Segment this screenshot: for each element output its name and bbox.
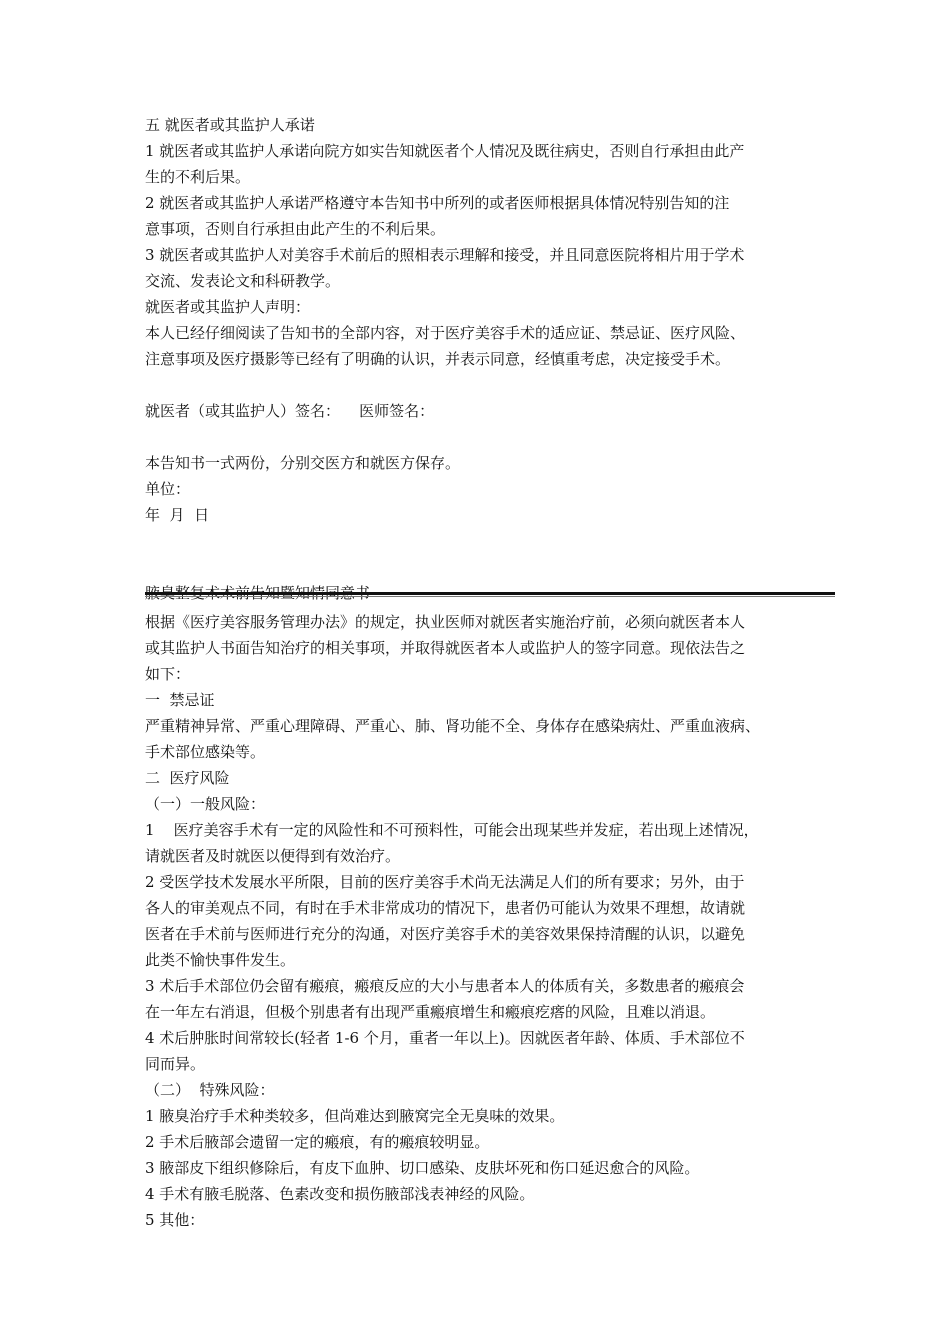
text-line: 4 术后肿胀时间常较长(轻者 1-6 个月，重者一年以上)。因就医者年龄、体质、手术部位不 bbox=[145, 1029, 745, 1047]
text-line: 医者在手术前与医师进行充分的沟通，对医疗美容手术的美容效果保持清醒的认识，以避免 bbox=[145, 925, 746, 943]
text-line: 严重精神异常、严重心理障碍、严重心、肺、肾功能不全、身体存在感染病灶、严重血液病、 bbox=[145, 717, 761, 735]
section-heading: 二 医疗风险 bbox=[145, 769, 230, 787]
spacer bbox=[145, 554, 815, 580]
text-line: 或其监护人书面告知治疗的相关事项，并取得就医者本人或监护人的签字同意。现依法告之 bbox=[145, 639, 746, 657]
text-line: 在一年左右消退，但极个别患者有出现严重瘢痕增生和瘢痕疙瘩的风险，且难以消退。 bbox=[145, 1003, 716, 1021]
text-line: 4 手术有腋毛脱落、色素改变和损伤腋部浅表神经的风险。 bbox=[145, 1185, 535, 1203]
text-line: 根据《医疗美容服务管理办法》的规定，执业医师对就医者实施治疗前，必须向就医者本人 bbox=[145, 613, 746, 631]
subsection-heading: （一）一般风险： bbox=[145, 795, 266, 813]
text-line: 2 手术后腋部会遗留一定的瘢痕，有的瘢痕较明显。 bbox=[145, 1133, 490, 1151]
text-line: 如下： bbox=[145, 665, 191, 683]
text-line: 1 腋臭治疗手术种类较多，但尚难达到腋窝完全无臭味的效果。 bbox=[145, 1107, 565, 1125]
text-line: 1 就医者或其监护人承诺向院方如实告知就医者个人情况及既往病史，否则自行承担由此产 bbox=[145, 142, 745, 160]
date-label: 年 月 日 bbox=[145, 506, 210, 524]
text-line: 手术部位感染等。 bbox=[145, 743, 266, 761]
spacer bbox=[145, 372, 815, 398]
text-line: 1 医疗美容手术有一定的风险性和不可预料性，可能会出现某些并发症，若出现上述情况， bbox=[145, 821, 759, 839]
text-line: 意事项，否则自行承担由此产生的不利后果。 bbox=[145, 220, 446, 238]
document-lower-section bbox=[145, 609, 815, 1233]
text-line: 注意事项及医疗摄影等已经有了明确的认识，并表示同意，经慎重考虑，决定接受手术。 bbox=[145, 350, 731, 368]
section-heading: 一 禁忌证 bbox=[145, 691, 215, 709]
document-upper-section bbox=[145, 112, 815, 606]
title-divider-thin bbox=[145, 596, 835, 597]
text-line: 各人的审美观点不同，有时在手术非常成功的情况下，患者仍可能认为效果不理想，故请就 bbox=[145, 899, 746, 917]
text-line: 2 就医者或其监护人承诺严格遵守本告知书中所列的或者医师根据具体情况特别告知的注 bbox=[145, 194, 730, 212]
unit-label: 单位： bbox=[145, 480, 191, 498]
text-line: 请就医者及时就医以便得到有效治疗。 bbox=[145, 847, 401, 865]
text-line: 3 腋部皮下组织修除后，有皮下血肿、切口感染、皮肤坏死和伤口延迟愈合的风险。 bbox=[145, 1159, 700, 1177]
text-line: 3 就医者或其监护人对美容手术前后的照相表示理解和接受，并且同意医院将相片用于学术 bbox=[145, 246, 745, 264]
spacer bbox=[145, 528, 815, 554]
text-line: 交流、发表论文和科研教学。 bbox=[145, 272, 341, 290]
section-heading: 五 就医者或其监护人承诺 bbox=[145, 116, 315, 134]
subsection-heading: （二） 特殊风险： bbox=[145, 1081, 275, 1099]
copies-note: 本告知书一式两份，分别交医方和就医方保存。 bbox=[145, 454, 461, 472]
spacer bbox=[145, 424, 815, 450]
text-line: 生的不利后果。 bbox=[145, 168, 251, 186]
text-line: 2 受医学技术发展水平所限，目前的医疗美容手术尚无法满足人们的所有要求；另外，由于 bbox=[145, 873, 745, 891]
declaration-heading: 就医者或其监护人声明： bbox=[145, 298, 311, 316]
text-line: 本人已经仔细阅读了告知书的全部内容，对于医疗美容手术的适应证、禁忌证、医疗风险、 bbox=[145, 324, 746, 342]
text-line: 5 其他： bbox=[145, 1211, 205, 1229]
text-line: 3 术后手术部位仍会留有瘢痕，瘢痕反应的大小与患者本人的体质有关，多数患者的瘢痕会 bbox=[145, 977, 745, 995]
text-line: 同而异。 bbox=[145, 1055, 206, 1073]
text-line: 此类不愉快事件发生。 bbox=[145, 951, 296, 969]
title-divider-thick bbox=[145, 592, 835, 595]
signature-line: 就医者（或其监护人）签名： 医师签名： bbox=[145, 402, 435, 420]
